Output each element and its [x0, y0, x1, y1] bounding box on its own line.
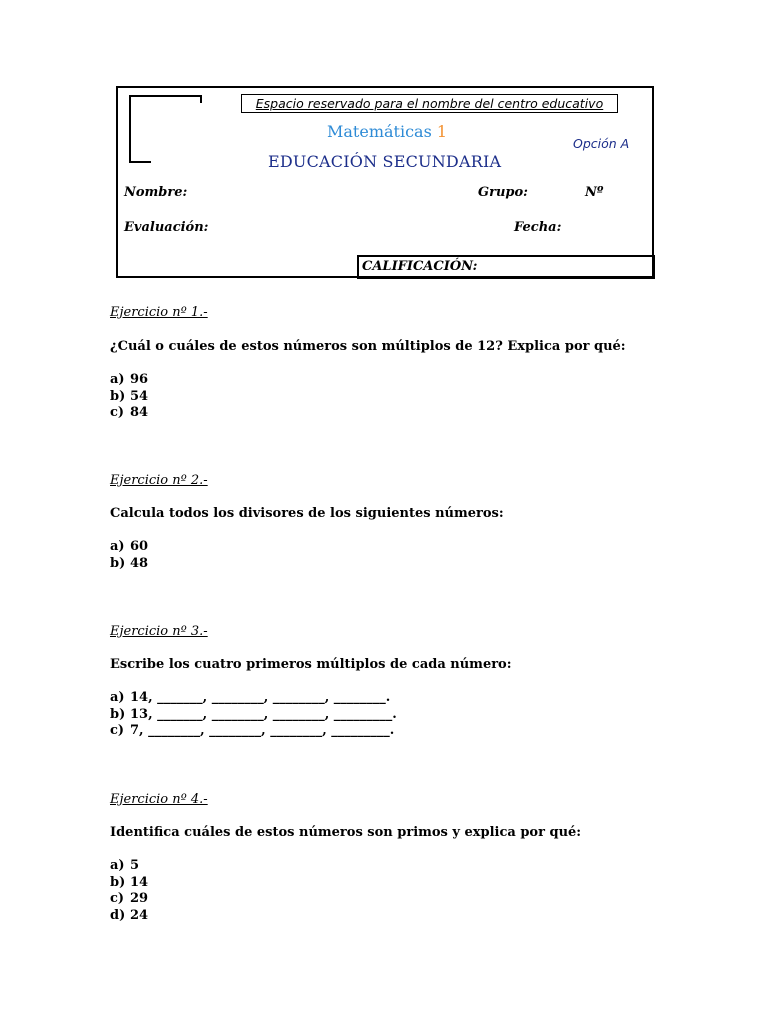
list-item: a) 96	[110, 372, 149, 387]
list-item: c) 84	[110, 405, 149, 421]
exercise-1-list	[110, 372, 148, 422]
exercise-2-list	[110, 539, 148, 572]
list-item: b) 13, _______, ________, ________, _________.	[110, 706, 397, 722]
exercise-2-title: Ejercicio nº 2.-	[110, 473, 208, 488]
exercise-4-question: Identifica cuáles de estos números son primos y explica por qué:	[110, 825, 582, 840]
exam-header-box	[116, 86, 654, 278]
subject-text: Matemáticas	[327, 122, 432, 141]
logo-bracket-left	[129, 95, 151, 163]
exercise-4-title: Ejercicio nº 4.-	[110, 792, 208, 807]
date-label: Fecha:	[514, 220, 562, 235]
education-level: EDUCACIÓN SECUNDARIA	[268, 152, 502, 171]
list-item: b) 54	[110, 388, 149, 404]
name-label: Nombre:	[124, 185, 188, 200]
list-item: b) 14	[110, 874, 149, 890]
list-item: d) 24	[110, 908, 149, 924]
number-label: Nº	[585, 185, 604, 200]
evaluation-label: Evaluación:	[124, 220, 209, 235]
exercise-3-title: Ejercicio nº 3.-	[110, 624, 208, 639]
list-item: a) 5	[110, 858, 140, 873]
exam-option: Opción A	[573, 136, 630, 151]
exercise-1-question: ¿Cuál o cuáles de estos números son múltiplos de 12? Explica por qué:	[110, 339, 626, 354]
subject-title	[327, 122, 447, 141]
list-item: b) 48	[110, 555, 149, 571]
exercise-3-list	[110, 690, 397, 740]
list-item: a) 14, _______, ________, ________, ________.	[110, 690, 391, 705]
subject-number: 1	[436, 122, 448, 141]
list-item: c) 29	[110, 891, 149, 907]
list-item: a) 60	[110, 539, 149, 554]
school-name-placeholder: Espacio reservado para el nombre del centro educativo	[241, 94, 618, 113]
group-label: Grupo:	[478, 185, 528, 200]
exercise-4-list	[110, 858, 148, 925]
exercise-1-title: Ejercicio nº 1.-	[110, 305, 208, 320]
list-item: c) 7, ________, ________, ________, _________.	[110, 723, 395, 739]
grade-label: CALIFICACIÓN:	[362, 259, 478, 274]
exercise-2-question: Calcula todos los divisores de los siguientes números:	[110, 506, 504, 521]
exercise-3-question: Escribe los cuatro primeros múltiplos de cada número:	[110, 657, 512, 672]
